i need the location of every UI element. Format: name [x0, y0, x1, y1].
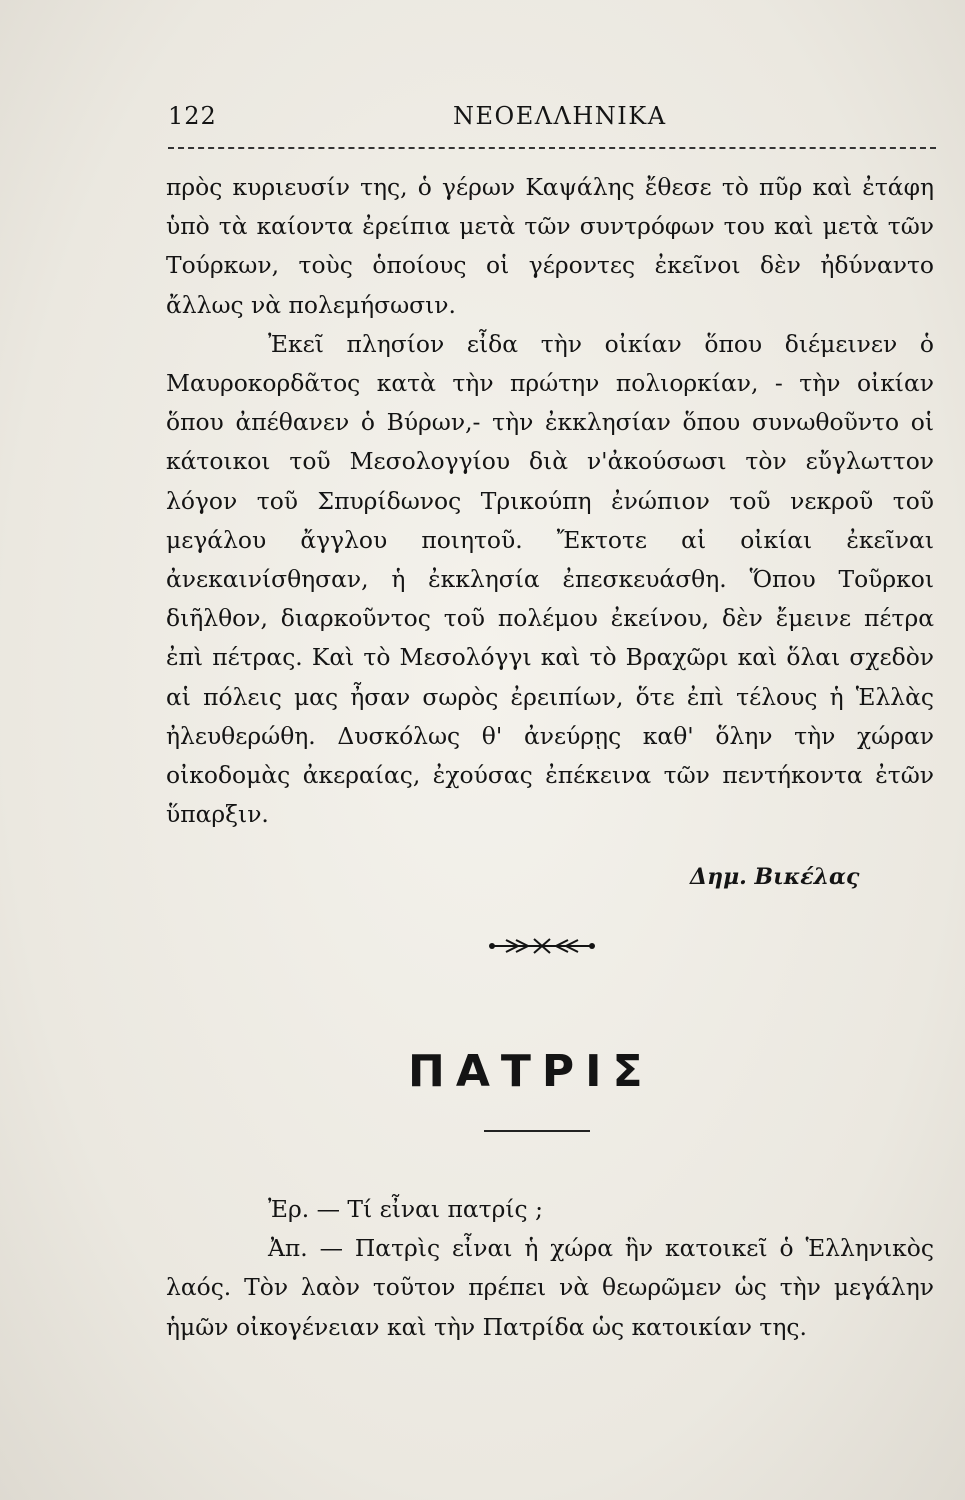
answer-paragraph: Ἀπ. — Πατρὶς εἶναι ἡ χώρα ἣν κατοικεῖ ὁ Ἑλληνικὸς λαός. Τὸν λαὸν τοῦτον πρέπει νὰ θεωρῶμεν ὡς τὴν μεγάλην ἡμῶν οἰκογένειαν καὶ τὴν Πατρίδα ὡς κατοικίαν της.: [166, 1234, 934, 1341]
article-body: [166, 168, 934, 834]
article-paragraph-1: πρὸς κυριευσίν της, ὁ γέρων Καψάλης ἔθεσε τὸ πῦρ καὶ ἐτάφη ὑπὸ τὰ καίοντα ἐρείπια μετὰ τῶν συντρόφων του καὶ μετὰ τῶν Τούρκων, τοὺς ὁποίους οἱ γέροντες ἐκεῖνοι δὲν ἠδύναντο ἄλλως νὰ πολεμήσωσιν.: [166, 173, 934, 319]
page-number: 122: [168, 102, 217, 130]
question-line: Ἐρ. — Τί εἶναι πατρίς ;: [268, 1195, 543, 1223]
page-header: [168, 98, 936, 138]
title-rule: [484, 1130, 590, 1132]
article-paragraph-2: Ἐκεῖ πλησίον εἶδα τὴν οἰκίαν ὅπου διέμεινεν ὁ Μαυροκορδᾶτος κατὰ τὴν πρώτην πολιορκίαν, - τὴν οἰκίαν ὅπου ἀπέθανεν ὁ Βύρων,- τὴν ἐκκλησίαν ὅπου συνωθοῦντο οἱ κάτοικοι τοῦ Μεσολογγίου διὰ ν'ἀκούσωσι τὸν εὔγλωττον λόγον τοῦ Σπυρίδωνος Τρικούπη ἐνώπιον τοῦ νεκροῦ τοῦ μεγάλου ἄγγλου ποιητοῦ. Ἔκτοτε αἱ οἰκίαι ἐκεῖναι ἀνεκαινίσθησαν, ἡ ἐκκλησία ἐπεσκευάσθη. Ὅπου Τοῦρκοι διῆλθον, διαρκοῦντος τοῦ πολέμου ἐκείνου, δὲν ἔμεινε πέτρα ἐπὶ πέτρας. Καὶ τὸ Μεσολόγγι καὶ τὸ Βραχῶρι καὶ ὅλαι σχεδὸν αἱ πόλεις μας ἦσαν σωρὸς ἐρειπίων, ὅτε ἐπὶ τέλους ἡ Ἑλλὰς ἠλευθερώθη. Δυσκόλως θ' ἀνεύρῃς καθ' ὅλην τὴν χώραν οἰκοδομὰς ἀκεραίας, ἐχούσας ἐπέκεινα τῶν πεντήκοντα ἐτῶν ὕπαρξιν.: [166, 329, 934, 829]
section-title: ΠΑΤΡΙΣ: [408, 1046, 654, 1097]
running-title: ΝΕΟΕΛΛΗΝΙΚΑ: [453, 102, 667, 130]
catechism-body: [166, 1190, 934, 1347]
ornamental-divider-icon: [488, 936, 596, 956]
author-signature: Δημ. Βικέλας: [690, 864, 860, 890]
header-rule: [168, 147, 936, 149]
